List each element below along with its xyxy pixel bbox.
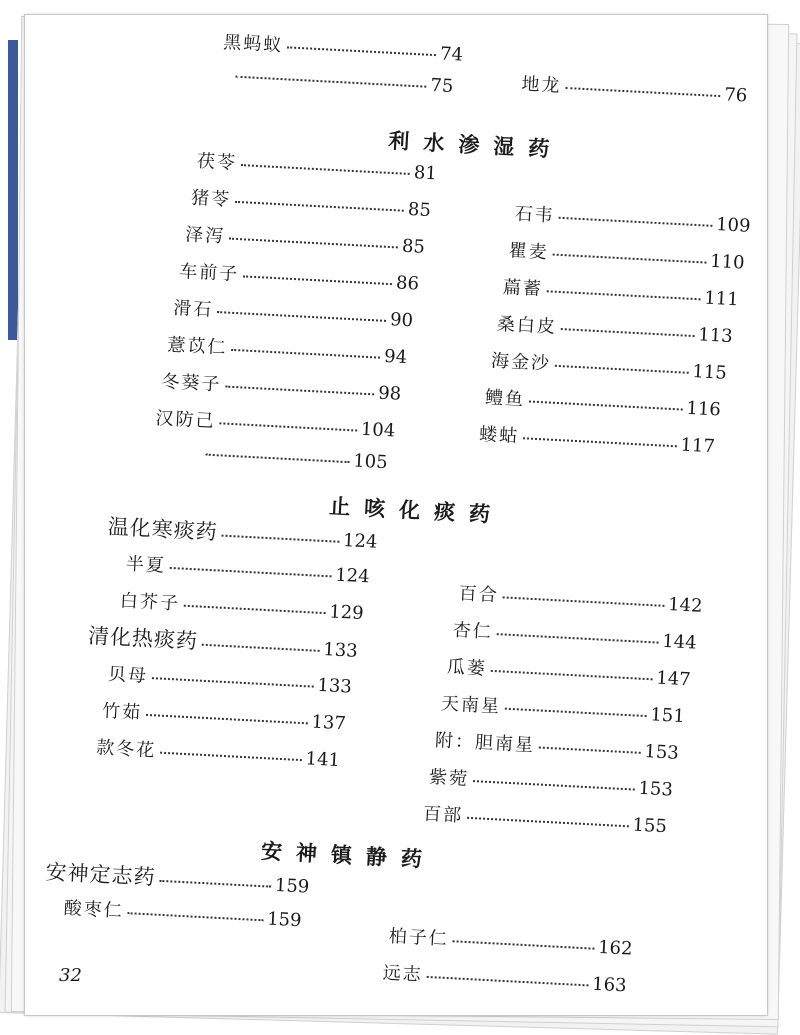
toc-entry: 75 — [231, 64, 454, 97]
toc-entry: 105 — [201, 442, 388, 473]
toc-entry: 鳢鱼 116 — [484, 387, 722, 421]
toc-subheading: 清化热痰药 133 — [87, 623, 359, 662]
dot-leader — [202, 642, 320, 652]
dot-leader — [473, 778, 635, 790]
dot-leader — [497, 631, 659, 643]
dot-leader — [184, 603, 326, 614]
toc-entry: 泽泻 85 — [184, 224, 426, 258]
toc-entry: 萹蓄 111 — [502, 276, 740, 311]
toc-entry: 滑石 90 — [172, 297, 414, 332]
toc-entry: 附：胆南星 153 — [434, 730, 680, 764]
toc-subheading: 温化寒痰药 124 — [107, 514, 378, 553]
dot-leader — [491, 668, 653, 680]
toc-entry: 海金沙 115 — [490, 350, 728, 384]
toc-entry: 茯苓 81 — [196, 150, 438, 185]
dot-leader — [235, 74, 426, 88]
dot-leader — [128, 910, 264, 921]
dot-leader — [219, 420, 357, 431]
toc-entry: 酸枣仁 159 — [63, 897, 303, 932]
toc-entry: 竹茹 137 — [101, 700, 347, 735]
dot-leader — [555, 363, 689, 374]
dot-leader — [217, 309, 386, 322]
toc-entry: 贝母 133 — [107, 663, 353, 698]
toc-entry: 百部 155 — [422, 803, 668, 838]
toc-entry: 百合 142 — [458, 583, 704, 617]
toc-entry: 柏子仁 162 — [388, 925, 633, 960]
dot-leader — [539, 744, 641, 753]
dot-leader — [503, 594, 665, 606]
dot-leader — [146, 712, 308, 724]
section-heading: 安神镇静药 — [260, 839, 437, 873]
toc-entry: 远志 163 — [382, 962, 628, 997]
dot-leader — [529, 398, 683, 410]
dot-leader — [221, 533, 339, 543]
section-heading: 止咳化痰药 — [328, 494, 505, 528]
toc-entry: 猪苓 85 — [190, 187, 432, 222]
toc-subheading: 安神定志药 159 — [45, 859, 310, 898]
toc-entry: 桑白皮 113 — [496, 313, 734, 348]
toc-entry: 款冬花 141 — [95, 737, 341, 772]
dot-leader — [547, 288, 701, 300]
toc-entry: 车前子 86 — [178, 261, 420, 295]
toc-entry: 瓜蒌 147 — [446, 656, 692, 691]
dot-leader — [225, 384, 374, 396]
dot-leader — [231, 347, 380, 359]
page-number: 32 — [59, 965, 82, 986]
toc-content — [24, 14, 766, 1016]
dot-leader — [170, 565, 332, 577]
toc-entry: 瞿麦 110 — [508, 240, 746, 274]
toc-entry: 蝼蛄 117 — [478, 423, 716, 458]
toc-entry: 杏仁 144 — [452, 619, 698, 654]
dot-leader — [159, 878, 271, 888]
dot-leader — [243, 273, 392, 285]
dot-leader — [241, 162, 410, 175]
toc-entry: 紫菀 153 — [428, 766, 674, 801]
dot-leader — [152, 675, 314, 687]
toc-entry: 地龙 76 — [521, 73, 748, 107]
dot-leader — [561, 326, 695, 337]
dot-leader — [160, 750, 302, 761]
dot-leader — [553, 252, 707, 264]
dot-leader — [505, 706, 647, 717]
dot-leader — [427, 974, 589, 986]
toc-entry: 汉防己 104 — [155, 407, 396, 442]
toc-entry: 冬葵子 98 — [160, 371, 402, 405]
section-heading: 利水渗湿药 — [387, 128, 564, 162]
toc-entry: 黑蚂蚁 74 — [222, 32, 464, 66]
dot-leader — [523, 435, 677, 447]
toc-entry: 白芥子 129 — [119, 590, 365, 625]
dot-leader — [565, 85, 720, 97]
dot-leader — [206, 452, 350, 464]
book-page — [24, 14, 768, 1016]
book-edge-blue — [8, 40, 18, 340]
toc-entry: 半夏 124 — [125, 553, 371, 588]
dot-leader — [287, 44, 436, 56]
dot-leader — [229, 236, 398, 249]
dot-leader — [467, 815, 629, 827]
dot-leader — [235, 199, 404, 212]
toc-entry: 石韦 109 — [514, 203, 751, 237]
dot-leader — [559, 215, 713, 227]
toc-entry: 天南星 151 — [440, 693, 686, 728]
toc-entry: 薏苡仁 94 — [166, 334, 408, 369]
dot-leader — [453, 938, 595, 949]
